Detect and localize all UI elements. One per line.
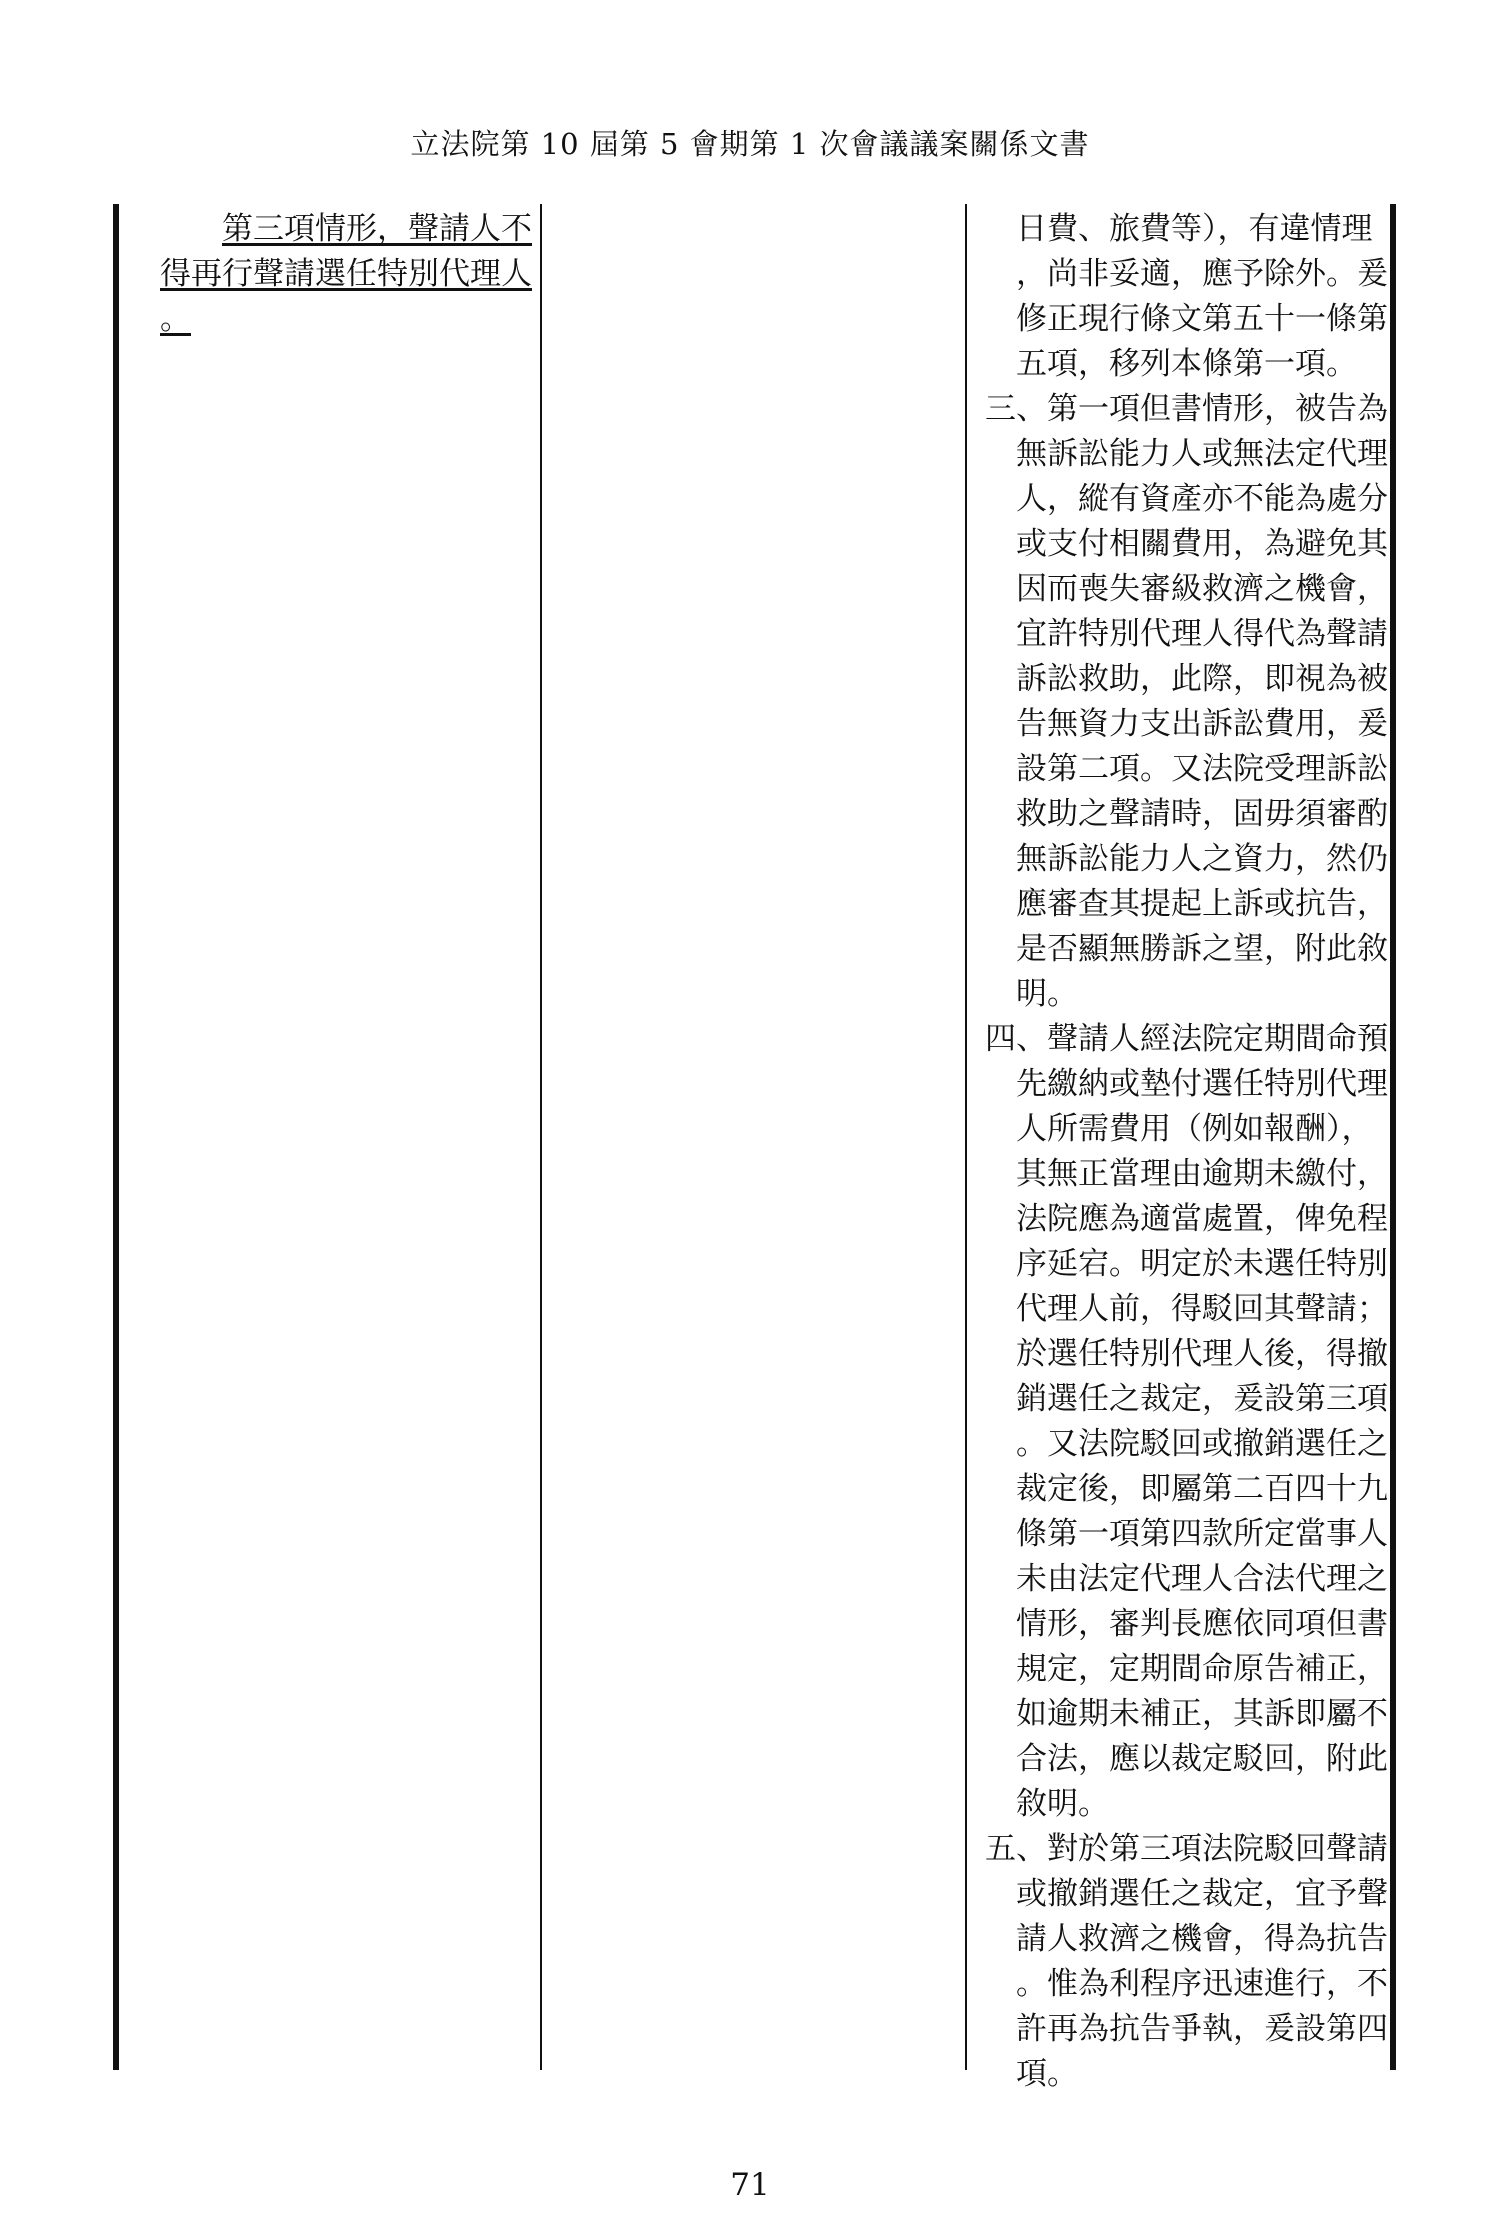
explanation-line: 無訴訟能力人或無法定代理 (1016, 436, 1388, 472)
explanation-column (985, 207, 1388, 2097)
explanation-line: 日費、旅費等），有違情理 (1016, 211, 1373, 247)
amended-text-line: 得再行聲請選任特別代理人 (160, 256, 532, 292)
table-column-divider-2 (965, 204, 967, 2070)
amended-text-line: 第三項情形，聲請人不 (222, 211, 532, 247)
explanation-line: 三、第一項但書情形，被告為 (985, 391, 1388, 427)
explanation-line: 宜許特別代理人得代為聲請 (1016, 616, 1388, 652)
table-column-divider-1 (540, 204, 542, 2070)
explanation-line: ，尚非妥適，應予除外。爰 (1016, 256, 1388, 292)
explanation-line: 於選任特別代理人後，得撤 (1016, 1336, 1388, 1372)
explanation-line: 序延宕。明定於未選任特別 (1016, 1246, 1388, 1282)
explanation-line: 救助之聲請時，固毋須審酌 (1016, 796, 1388, 832)
explanation-line: 修正現行條文第五十一條第 (1016, 301, 1388, 337)
explanation-line: 是否顯無勝訴之望，附此敘 (1016, 931, 1388, 967)
explanation-line: 四、聲請人經法院定期間命預 (985, 1021, 1388, 1057)
explanation-line: 規定，定期間命原告補正， (1016, 1651, 1388, 1687)
explanation-line: 銷選任之裁定，爰設第三項 (1016, 1381, 1388, 1417)
explanation-line: 先繳納或墊付選任特別代理 (1016, 1066, 1388, 1102)
explanation-line: 設第二項。又法院受理訴訟 (1016, 751, 1388, 787)
explanation-line: 其無正當理由逾期未繳付， (1016, 1156, 1388, 1192)
explanation-line: 請人救濟之機會，得為抗告 (1016, 1921, 1388, 1957)
explanation-line: 或支付相關費用，為避免其 (1016, 526, 1388, 562)
explanation-line: 許再為抗告爭執，爰設第四 (1016, 2011, 1388, 2047)
explanation-line: 人，縱有資產亦不能為處分 (1016, 481, 1388, 517)
explanation-line: 合法，應以裁定駁回，附此 (1016, 1741, 1388, 1777)
explanation-line: 。惟為利程序迅速進行，不 (1016, 1966, 1388, 2002)
explanation-line: 人所需費用（例如報酬）， (1016, 1111, 1373, 1147)
table-right-border (1390, 204, 1396, 2070)
explanation-line: 法院應為適當處置，俾免程 (1016, 1201, 1388, 1237)
explanation-line: 情形，審判長應依同項但書 (1016, 1606, 1388, 1642)
explanation-line: 項。 (1016, 2056, 1078, 2092)
table-left-border (113, 204, 119, 2070)
explanation-line: 因而喪失審級救濟之機會， (1016, 571, 1388, 607)
amended-text-column (160, 207, 530, 342)
explanation-line: 五、對於第三項法院駁回聲請 (985, 1831, 1388, 1867)
explanation-line: 如逾期未補正，其訴即屬不 (1016, 1696, 1388, 1732)
explanation-line: 代理人前，得駁回其聲請； (1016, 1291, 1388, 1327)
explanation-line: 未由法定代理人合法代理之 (1016, 1561, 1388, 1597)
document-header: 立法院第 10 屆第 5 會期第 1 次會議議案關係文書 (410, 127, 1090, 161)
explanation-line: 裁定後，即屬第二百四十九 (1016, 1471, 1388, 1507)
explanation-line: 。又法院駁回或撤銷選任之 (1016, 1426, 1388, 1462)
amended-text-line: 。 (160, 301, 191, 337)
explanation-line: 應審查其提起上訴或抗告， (1016, 886, 1388, 922)
explanation-line: 五項，移列本條第一項。 (1016, 346, 1357, 382)
explanation-line: 或撤銷選任之裁定，宜予聲 (1016, 1876, 1388, 1912)
explanation-line: 條第一項第四款所定當事人 (1016, 1516, 1388, 1552)
explanation-line: 訴訟救助，此際，即視為被 (1016, 661, 1388, 697)
explanation-line: 明。 (1016, 976, 1078, 1012)
explanation-line: 無訴訟能力人之資力，然仍 (1016, 841, 1388, 877)
explanation-line: 敘明。 (1016, 1786, 1109, 1822)
page-number: 71 (730, 2167, 770, 2203)
explanation-line: 告無資力支出訴訟費用，爰 (1016, 706, 1388, 742)
